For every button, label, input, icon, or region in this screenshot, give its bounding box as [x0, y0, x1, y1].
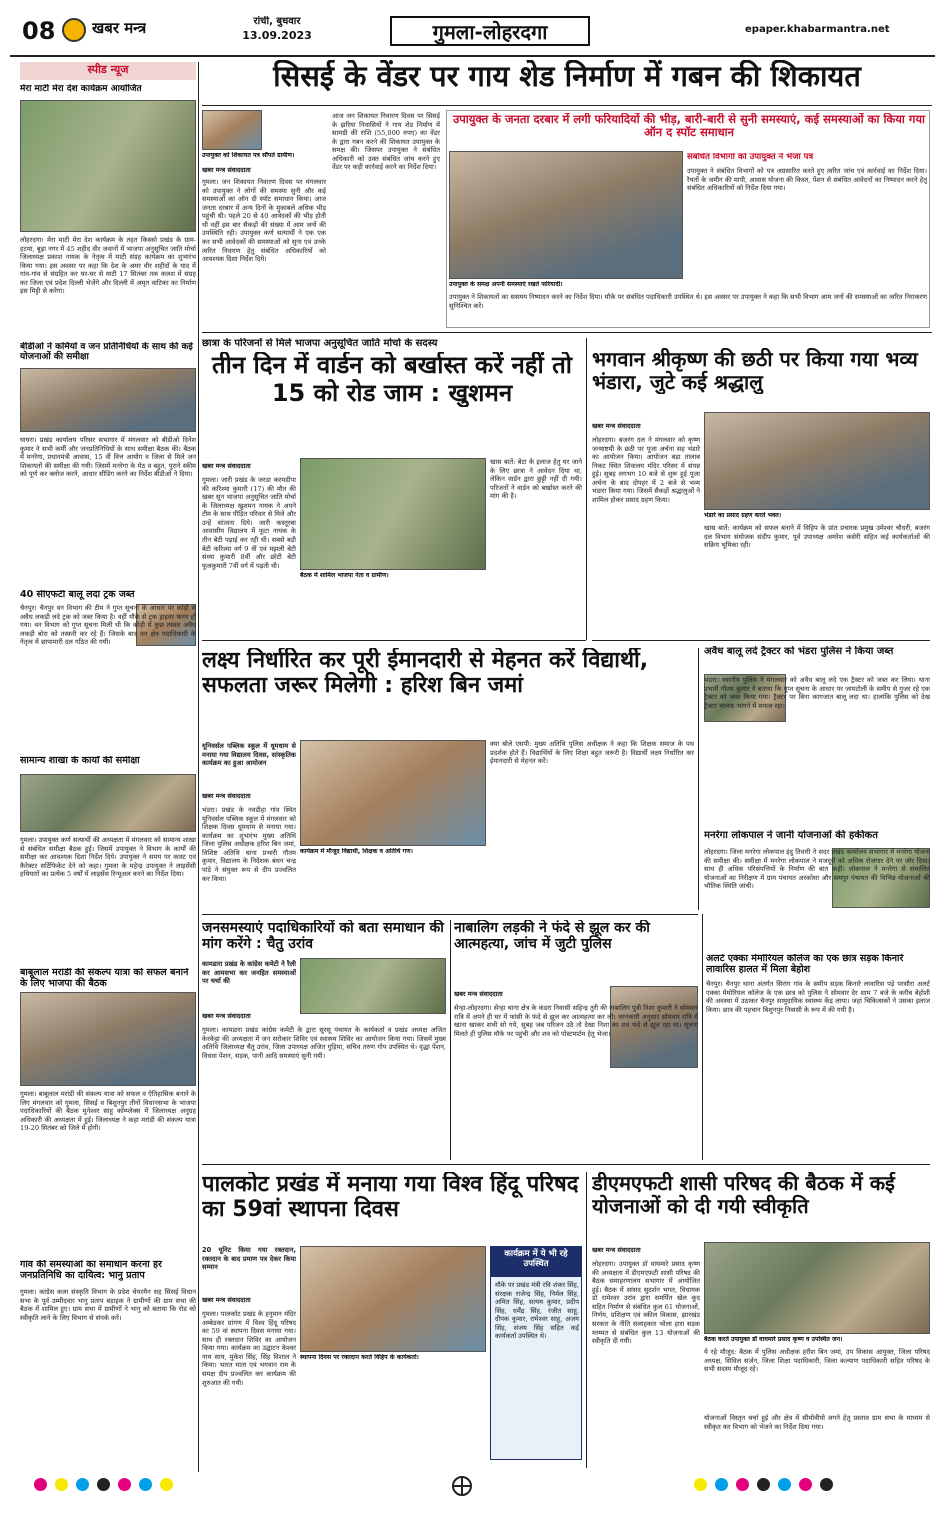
manrega-body: लोहरदगा। जिला मनरेगा लोकपाल इंदु तिवारी ने सदर प्रखंड कार्यालय सभागार में मनरेगा योजना की समीक्षा की। समीक्षा में मनरेगा लोकपाल ने मजदूरों को अधिक रोजगार देने पर जोर दिया। साथ ही अधिक परिसंपत्तियों के निर्माण की बात कही। लोकपाल ने मनरेगा से संचालित योजनाओं का निरीक्षण में ग्राम पंचायत अरकोसा और समपुर पंचायत की विभिन्न योजनाओं की भौतिक स्थिति जांची।: [704, 848, 930, 891]
harish-side: क्या बोले एसपी: मुख्य अतिथि पुलिस अधीक्षक ने कहा कि शिक्षक समाज के पथ प्रदर्शक होते हैं। विद्यार्थियों के लिए शिक्षा बहुत जरूरी है। विद्यार्थी लक्ष्य निर्धारित कर ईमानदारी से मेहनत करें।: [490, 740, 694, 766]
left-column: [20, 62, 196, 1472]
s6-body: गुमला। कांग्रेस कला संस्कृति विभाग के प्रदेश चेयरमैन सह सिसई विधान सभा के पूर्व उम्मीदवार भानु प्रताप बड़ाइक ने ग्रामीणों की ग्राम सभा की बैठक में शामिल हुए। ग्राम सभा में ग्रामीणों ने भानु को बताया कि रोड को स्वीकृति लाने के लिए विभाग से संपर्क करें।: [20, 1288, 196, 1322]
truck-headline: अवैध बालू लदे ट्रैक्टर को भंडरा पुलिस ने किया जब्त: [704, 646, 894, 657]
lead-photo-caption: उपायुक्त को शिकायत पत्र सौंपते ग्रामीण।: [202, 152, 295, 159]
janata-side-head: संबंधित विभागों को उपायुक्त ने भेजा पत्र: [687, 153, 814, 162]
dmft-tail: योजनाओं विस्तृत चर्चा हुई और क्षेत्र में सीमोवीयो लगने हेतु प्रस्ताव ग्राम सभा के माध्यम से स्वीकृत कर विभाग को भेजने का निर्देश दिया गया।: [704, 1414, 930, 1431]
krishna-side: खास बातें: कार्यक्रम को सफल बनाने में विहिप के प्रांत प्रचारक प्रमुख उमेश्वर चौधरी, बजरंग दल विभाग संयोजक संदीप कुमार, पूर्व उपाध्यक्ष अमरेश कसेरी सहित कई कार्यकर्ताओं की सक्रिय भूमिका रही।: [704, 524, 930, 550]
lead-headline: सिसई के वेंडर पर गाय शेड निर्माण में गबन की शिकायत: [273, 60, 861, 93]
color-registration-left: [30, 1478, 270, 1498]
krishna-body: लोहरदगा। बजरंग दल ने मंगलवार को कृष्ण जन्माष्टमी के छठी पर पूजा अर्चना सह भंडारे का आयोजन किया। आयोजन बड़ा तालाब निकट स्थित शिवालय मंदिर परिसर में संपन्न हुई। सुबह लगभग 10 बजे से शुरू हुई पूजा अर्चना के बाद दोपहर में 2 बजे से भव्य भंडारा किया गया। जिसमें सैकड़ों श्रद्धालुओं ने शामिल होकर प्रसाद ग्रहण किया।: [592, 436, 700, 504]
janata-side-body: उपायुक्त ने संबंधित विभागों को पत्र अग्रसारित करते हुए त्वरित जांच एवं कार्रवाई का निर्देश दिया। रैयतों के जमीन की मापी, आवास योजना की किस्त, पेंशन से संबंधित आवेदनों का निष्पादन करने हेतु संबंधित अधिकारियों को निर्देश दिया गया।: [687, 167, 927, 193]
palkot-byline: खबर मन्त्र संवाददाता: [202, 1296, 251, 1304]
janata-photo: [449, 151, 683, 279]
s4-photo: [20, 774, 196, 832]
lead-photo: [202, 110, 262, 150]
janata-photo-caption: उपायुक्त के समक्ष अपनी समस्याएं रखते फरियादी।: [449, 281, 563, 288]
s4-headline: सामान्य शाखा के कार्यों की समीक्षा: [20, 756, 140, 766]
palkot-box-head: कार्यक्रम में ये भी रहे उपस्थित: [491, 1247, 581, 1277]
palkot-box: [490, 1246, 582, 1460]
s5-photo: [20, 992, 196, 1086]
krishna-photo: [704, 412, 930, 510]
s1-photo: [20, 100, 196, 232]
s2-headline: बीडीओ ने कर्मियों व जन प्रतिनिधियों के साथ की कई योजनाओं की समीक्षा: [20, 342, 193, 363]
lead-byline: खबर मन्त्र संवाददाता: [202, 166, 251, 174]
chaitu-byline: खबर मन्त्र संवाददाता: [202, 1012, 251, 1020]
warden-byline: खबर मन्त्र संवाददाता: [202, 462, 251, 470]
alert-body: चैनपुर। चैनपुर थाना अंतर्गत सिरांग गांव के समीप सड़क किनारे लावारिस पड़े परसौरा अलर्ट एक्का मेमोरियल कॉलेज के एक छात्र को पुलिस ने सोमवार देर शाम 7 बजे के करीब बेहोशी की अवस्था में उठाकर चैनपुर सामुदायिक स्वास्थ्य केंद्र लाया। जहां चिकित्सकों ने उसका इलाज किया। छात्र की पहचान बिशुनपुर निवासी के रूप में की गयी है।: [706, 980, 930, 1014]
harish-headline: लक्ष्य निर्धारित कर पूरी ईमानदारी से मेहनत करें विद्यार्थी, सफलता जरूर मिलेगी : हरिश बिन जमां: [202, 648, 649, 699]
warden-photo: [300, 458, 486, 570]
dmft-photo: [704, 1242, 930, 1334]
s3-body: चैनपुर। चैनपुर वन विभाग की टीम ने गुप्त सूचना के आधार पर कोड़ी से अवैध लकड़ी लदे ट्रक को जब्त किया है। वहीं मौके से ट्रक ड्राइवर फरार हो गया। वन विभाग को गुप्त सूचना मिली थी कि कोड़ी में कुछ तस्कर अवैध लकड़ी बोरा को तस्करी कर रहे हैं। जिसके बाद वन क्षेत्र पदाधिकारी के नेतृत्व में छापामारी दल गठित की गयी।: [20, 604, 196, 647]
krishna-headline: भगवान श्रीकृष्ण की छठी पर किया गया भव्य भंडारा, जुटे कई श्रद्धालु: [592, 348, 918, 394]
s5-headline: बाबूलाल मरांडी की संकल्प यात्रा को सफल बनाने के लिए भाजपा की बैठक: [20, 968, 189, 989]
dmft-photo-caption: बैठक करते उपायुक्त डॉ वाघमारे प्रसाद कृष्ण व उपस्थित जन।: [704, 1336, 843, 1343]
registration-cross-icon: [452, 1476, 472, 1496]
janata-box: [446, 110, 930, 328]
warden-headline: तीन दिन में वार्डन को बर्खास्त करें नहीं तो 15 को रोड जाम : खुशमन: [211, 352, 573, 407]
harish-kicker: यूनिवर्सल पब्लिक स्कूल में धूमधाम से मनाया गया विद्यालय दिवस, सांस्कृतिक कार्यक्रम का हुआ आयोजन: [202, 742, 296, 768]
nabalik-body: सेन्हा-लोहरदगा। सेन्हा थाना क्षेत्र के कंडरा निवासी सहिन्द्र तुरी की नाबालिग पुत्री निशा कुमारी ने सोमवार रात्रि में अपने ही घर में फांसी के फंदे से झूल कर आत्महत्या कर ली। जानकारी अनुसार सोमवार रात्रि में खाना खाकर सभी सो गये, सुबह जब परिजन उठे तो देखा निशा का शव फंदे से झूल रहा था। सूचना मिलते ही पुलिस मौके पर पहुंची और शव को पोस्टमार्टम हेतु भेजा।: [454, 1004, 698, 1038]
paper-logo-icon: [62, 18, 86, 42]
manrega-headline: मनरेगा लोकपाल ने जानी योजनाओं की हकीकत: [704, 830, 878, 841]
palkot-photo: [300, 1246, 486, 1352]
harish-body: भंडरा। प्रखंड के नवडीहा गांव स्थित यूनिवर्सल पब्लिक स्कूल में मंगलवार को शिक्षक दिवस धूमधाम से मनाया गया। कार्यक्रम का शुभारंभ मुख्य अतिथि जिला पुलिस अधीक्षक हरिश बिन जमां, विशिष्ट अतिथि थाना प्रभारी गौतम कुमार, विद्यालय के निदेशक बंधन चन्द्र पांडे ने संयुक्त रूप से दीप प्रज्वलित कर किया।: [202, 806, 296, 883]
lead-body-1: गुमला। जन शिकायत निवारण दिवस पर मंगलवार को उपायुक्त ने लोगों की समस्या सुनी और कई समस्याओं का ऑन दी स्पॉट समाधान किया। आज जनता दरबार में अन्य दिनों के मुकाबले अधिक भीड़ पहुंची थी। पहले 20 से 40 आवेदकों की भीड़ होती थी वहीं इस बार सैकड़ों की संख्या में आम जनों की उपस्थिति रही। उपायुक्त कर्ण सत्यार्थी ने एक एक कर सभी आवेदकों की समस्याओं को सुना एवं उनके त्वरित निवारण हेतु संबंधित अधिकारियों को आवश्यक दिशा निर्देश दिये।: [202, 178, 326, 264]
nabalik-headline: नाबालिग लड़की ने फंदे से झूल कर की आत्महत्या, जांच में जुटी पुलिस: [454, 920, 650, 953]
section-name: गुमला-लोहरदगा: [390, 16, 590, 46]
dmft-headline: डीएमएफटी शासी परिषद की बैठक में कई योजनाओं को दी गयी स्वीकृति: [592, 1172, 895, 1218]
chaitu-body: गुमला। कामडारा प्रखंड कांग्रेस कमेटी के द्वारा सुरसू पंचायत के कार्यकर्ता व प्रखंड अध्यक्ष अजित केरकेट्टा की अध्यक्षता में जन सरोकार शिविर एवं स्वास्थ्य शिविर का आयोजन किया गया। जिसमें मुख्य अतिथि जिलाध्यक्ष चैतु उरांव, जिला उपाध्यक्ष अजित गुड़िया, सचिव तरुण गोप उपस्थित थे। वृद्धा पेंशन, विधवा पेंशन, सड़क, पानी आदि समस्याएं सुनी गयी।: [202, 1026, 446, 1060]
nabalik-byline: खबर मन्त्र संवाददाता: [454, 990, 503, 998]
harish-photo: [300, 740, 486, 846]
s2-photo: [20, 368, 196, 432]
dmft-byline: खबर मन्त्र संवाददाता: [592, 1246, 641, 1254]
truck-body: भंडरा। स्थानीय पुलिस ने मंगलवार को अवैध बालू लदे एक ट्रैक्टर को जब्त कर लिया। थाना प्रभारी गौतम कुमार ने बताया कि गुप्त सूचना के आधार पर जामटोली के समीप से गुजर रहे एक ट्रैक्टर को जब्त किया गया। ट्रैक्टर पर बिना कागजात बालू लदा था। हालांकि पुलिस को देख ट्रैक्टर चालक भागने में सफल रहा।: [704, 676, 930, 710]
paper-name: खबर मन्त्र: [92, 20, 147, 37]
masthead: [10, 8, 935, 54]
dmft-side: ये रहे मौजूद: बैठक में पुलिस अधीक्षक हरीश बिन जमां, उप विकास आयुक्त, जिला परिषद अध्यक्ष, सिविल सर्जन, जिला शिक्षा पदाधिकारी, जिला कल्याण पदाधिकारी सहित परिषद के सभी सदस्य मौजूद रहे।: [704, 1348, 930, 1374]
s4-body: गुमला। उपायुक्त कर्ण सत्यार्थी की अध्यक्षता में मंगलवार को सामान्य शाखा से संबंधित समीक्षा बैठक हुई। जिसमें उपायुक्त ने विभाग के कार्यों की समीक्षा कर आवश्यक दिशा निर्देश दिये। उपायुक्त ने समय पर कास्ट एवं कैरेक्टर सर्टिफिकेट देने को कहा। गुमला के महेन्द्र उपायुक्त ने लाइसेंसी हथियारों का प्रत्येक 5 वर्षों में लाइसेंस रिन्यूअल करने का निर्देश दिया।: [20, 836, 196, 879]
palkot-box-body: मौके पर प्रखंड मंत्री रवि शंकर सिंह, संरक्षक राजेन्द्र सिंह, निर्मल सिंह, अमित सिंह, सत्यम कुमार, प्रदीप सिंह, धर्मेंद्र सिंह, रंजीत साहू, दीपक कुमार, रामेश्वर साहू, अजय सिंह, संजय सिंह सहित कई कार्यकर्ता उपस्थित थे।: [495, 1281, 579, 1341]
warden-side: खास बातें: बेटा के इलाज हेतु घर जाने के लिए छात्रा ने आवेदन दिया था, लेकिन वार्डन द्वारा छुट्टी नहीं दी गयी। परिजनों ने वार्डन को बर्खास्त करने की मांग की है।: [490, 458, 582, 501]
harish-byline: खबर मन्त्र संवाददाता: [202, 792, 251, 800]
palkot-photo-caption: स्थापना दिवस पर रक्तदान करते विहिप के कार्यकर्ता।: [300, 1354, 419, 1361]
dmft-body: लोहरदगा। उपायुक्त डॉ वाघमारे प्रसाद कृष्ण की अध्यक्षता में डीएमएफटी शासी परिषद की बैठक समाहरणालय सभागार में आयोजित हुई। बैठक में सांसद सुदर्शन भगत, विधायक डॉ रामेश्वर उरांव द्वारा समर्पित खेल कूद सहित निर्माण से संबंधित कुल 61 योजनाओं, निर्णय, प्रशिक्षण एवं स्कील विकास, झारखंड सरकार के नीति सलाहकार भोला हारा सड़क मरम्मत से संबंधित कुल 13 योजनाओं की स्वीकृति दी गयी।: [592, 1260, 700, 1346]
palkot-body: गुमला। पालकोट प्रखंड के हनुमान मंदिर अम्बेडकर प्रांगण में विश्व हिंदू परिषद का 59 वां स्थापना दिवस मनाया गया। साथ ही रक्तदान शिविर का आयोजन किया गया। कार्यक्रम का उद्घाटन केश्वर नाथ साय, मुकेश सिंह, सिंह विशाल ने किया। भारत माता एवं भगवान राम के समक्ष दीप प्रज्वलित कर कार्यक्रम की शुरुआत की गयी।: [202, 1310, 296, 1387]
s1-body: लोहरदगा। मेरा माटी मेरा देश कार्यक्रम के तहत किस्को प्रखंड के ग्राम- हटमा, बूढ़ा नगर में 45 शहीद वीर जवानों में भाजपा अनुसूचित जाति मोर्चा जिलाध्यक्ष प्रकाश नायक के नेतृत्व में माटी संग्रह कार्यक्रम का शुभारंभ किया गया। इस अवसर पर कहा कि देश के अमर वीर शहीदों के याद में गांव-गांव से संग्रहित कर घर-घर से माटी 17 सितंबर तक कलश में संग्रह कर जिला एवं प्रदेश दिल्ली भेजेंगे और दिल्ली में अमृत वाटिका का निर्माण इस मिट्टी से करेगा।: [20, 236, 196, 296]
color-registration-right: [690, 1478, 930, 1498]
page-number: 08: [22, 18, 56, 45]
palkot-kicker: 20 यूनिट किया गया रक्तदान, रक्तदान के बाद प्रमाण पत्र देकर किया सम्मान: [202, 1246, 296, 1272]
krishna-photo-caption: भंडारे का प्रसाद ग्रहण करते भक्त।: [704, 512, 782, 519]
harish-photo-caption: कार्यक्रम में मौजूद विद्यार्थी, शिक्षक व अतिथि गण।: [300, 848, 413, 855]
s6-headline: गांव की समस्याओं का समाधान करना हर जनप्रतिनिधि का दायित्व: भानु प्रताप: [20, 1260, 162, 1281]
warden-kicker: छात्रा के परिजनों से मिले भाजपा अनुसूचित जाति मोर्चा के सदस्य: [202, 338, 438, 349]
speed-news-label: स्पीड न्यूज: [20, 62, 196, 80]
warden-photo-caption: बैठक में शामिल भाजपा नेता व ग्रामीण।: [300, 572, 389, 579]
lead-body-2: आज जन शिकायत निवारण दिवस पर सिसई के झरिया निवासियों ने गाय शेड निर्माण में सामग्री की राशि (55,000 रुपए) का वेंडर के द्वारा गबन करने की शिकायत उपायुक्त के समक्ष की। जिसपर उपायुक्त ने संबंधित अधिकारी को उक्त संबंधित जांच करने हुए वेंडर पर कड़ी कार्रवाई करने का निर्देश दिया।: [332, 112, 440, 172]
epaper-url[interactable]: epaper.khabarmantra.net: [745, 24, 890, 35]
palkot-headline: पालकोट प्रखंड में मनाया गया विश्व हिंदू परिषद का 59वां स्थापना दिवस: [202, 1172, 579, 1223]
s3-headline: 40 सीएफटी बालू लदा ट्रक जब्त: [20, 590, 135, 600]
warden-body: गुमला। जारी प्रखंड के जरडा करमडीपा की करिश्मा कुमारी (17) की मौत की खबर सुन भाजपा अनुसूचित जाति मोर्चा के जिलाध्यक्ष खुशमन नायक ने अपने टीम के साथ पीड़ित परिवार से मिले और उन्हें सांत्वना दिये। जारी कस्तूरबा आवासीय विद्यालय में फूटा नायक के तीन बेटी पढ़ाई कर रही थी। सबसे बड़ी बेटी करिश्मा वर्ग 9 वीं एवं मझली बेटी संध्या कुमारी 8वीं और छोटी बेटी फूलकुमारी 7वीं वर्ग में पढ़ती थी।: [202, 476, 296, 570]
chaitu-photo: [300, 958, 446, 1014]
janata-body: उपायुक्त ने शिकायतों का ससमय निष्पादन करने का निर्देश दिया। मौके पर संबंधित पदाधिकारी उपस्थित थे। इस अवसर पर उपायुक्त ने कहा कि सभी विभाग आम जनों की समस्याओं का त्वरित निराकरण सुनिश्चित करें।: [449, 293, 927, 310]
s1-headline: मेरा माटी मेरा देश कार्यक्रम आयोजित: [20, 84, 142, 94]
chaitu-headline: जनसमस्याएं पदाधिकारियों को बता समाधान की मांग करेंगे : चैतु उरांव: [202, 920, 444, 953]
s5-body: गुमला। बाबूलाल मरांडी की संकल्प यात्रा को सफल व ऐतिहासिक बनाने के लिए मंगलवार को गुमला, सिसई व बिशुनपुर तीनों विधानसभा के भाजपा पदाधिकारियों की बैठक मुनेश्वर साहू कॉम्प्लेक्स में जिलाध्यक्ष अनुग्रह अधिकारी की अध्यक्षता में हुई। जिलाध्यक्ष ने कहा मरांडी की संकल्प यात्रा 19-20 सितंबर को जिले में होगी।: [20, 1090, 196, 1133]
alert-headline: अलर्ट एक्का मेमोरियल कॉलेज का एक छात्र सड़क किनारे लावारिस हालत में मिला बेहोश: [706, 954, 904, 975]
janata-headline: उपायुक्त के जनता दरबार में लगी फरियादियों की भीड़, बारी-बारी से सुनी समस्याएं, कई समस्याओं का किया गया ऑन द स्पॉट समाधान: [452, 113, 926, 140]
city-date: रांची, बुधवार 13.09.2023: [242, 16, 312, 42]
krishna-byline: खबर मन्त्र संवाददाता: [592, 422, 641, 430]
chaitu-kicker: कामडारा प्रखंड के कांग्रेस कमेटी ने रैली कर आमसभा कर जनहित समस्याओं पर चर्चा की: [202, 960, 296, 986]
s2-body: घाघरा। प्रखंड कार्यालय परिसर सभागार में मंगलवार को बीडीओ दिनेश कुमार ने सभी कर्मी और जनप्रतिनिधियों के साथ समीक्षा बैठक की। बैठक में मनरेगा, प्रधानमंत्री आवास, 15 वीं वित्त आयोग व जिला से मिले जन शिकायतों की समीक्षा की गयी। जिसमें मनरेगा के मेठ व बहुत, पुराने स्कीम को पूर्ण कर क्लोज करने, आधार सीडिंग करने का निर्देश बीडीओ ने दिया।: [20, 436, 196, 479]
